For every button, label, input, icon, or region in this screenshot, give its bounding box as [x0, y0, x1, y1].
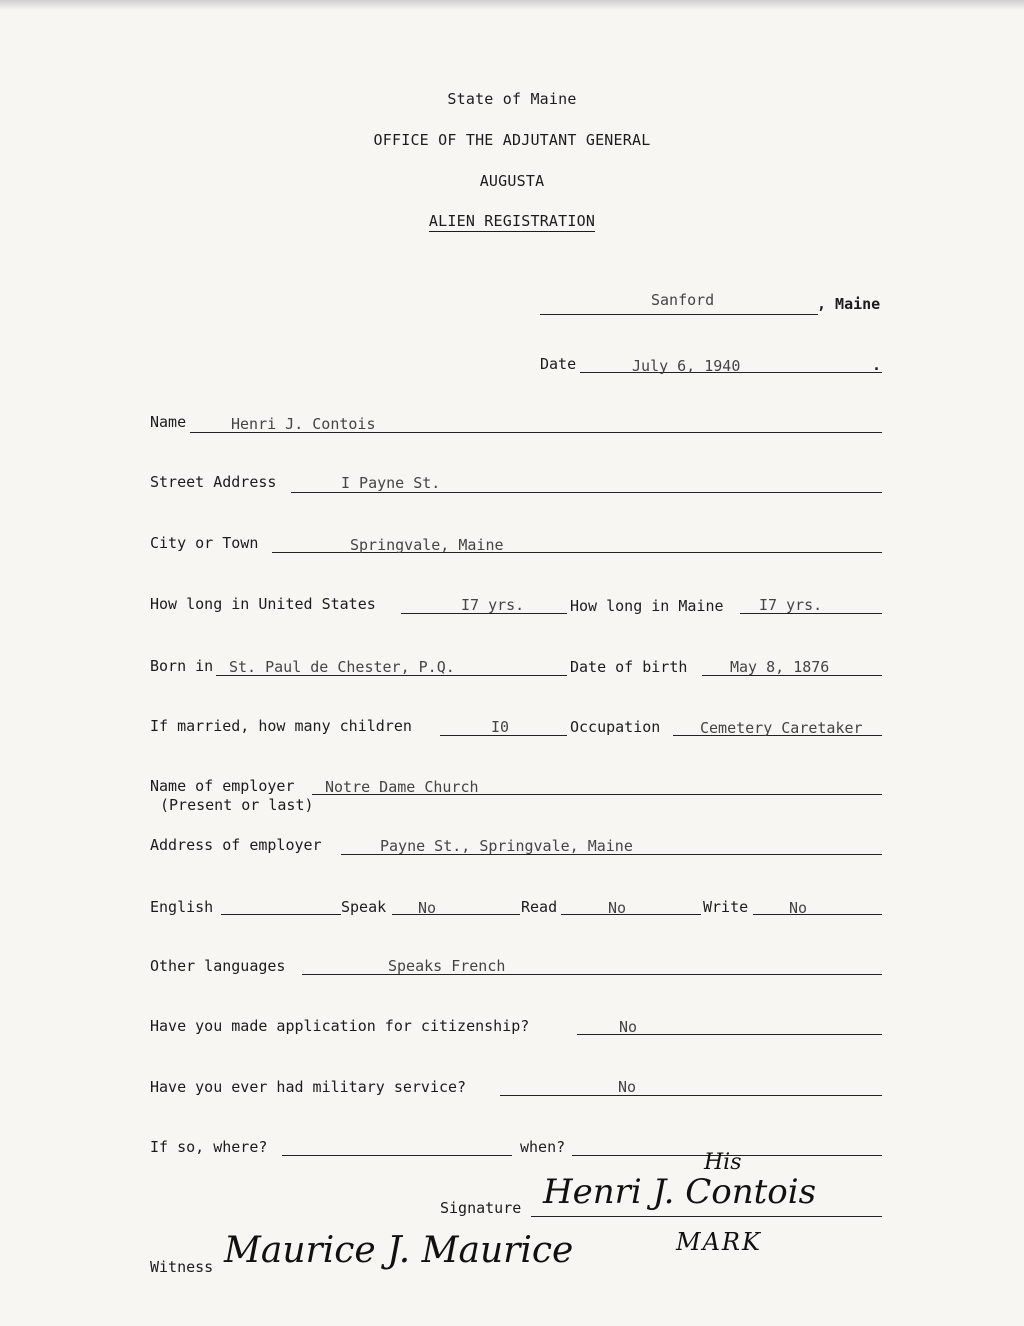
- employer-sublabel: (Present or last): [160, 796, 314, 814]
- military-line: [500, 1095, 882, 1096]
- employer-address-label: Address of employer: [150, 836, 322, 854]
- children-value: I0: [491, 718, 510, 736]
- born-in-label: Born in: [150, 657, 214, 675]
- form-title: ALIEN REGISTRATION: [428, 212, 596, 230]
- employer-value: Notre Dame Church: [325, 778, 479, 796]
- english-label: English: [150, 898, 214, 916]
- employer-address-value: Payne St., Springvale, Maine: [380, 837, 633, 855]
- street-value: I Payne St.: [341, 474, 441, 492]
- office-heading: OFFICE OF THE ADJUTANT GENERAL: [373, 131, 651, 149]
- location-line: [540, 314, 818, 315]
- maine-time-value: I7 yrs.: [759, 596, 823, 614]
- maine-time-label: How long in Maine: [570, 597, 724, 615]
- signature-his: His: [704, 1150, 742, 1175]
- city-heading: AUGUSTA: [479, 172, 545, 190]
- signature-label: Signature: [440, 1199, 522, 1217]
- state-heading: State of Maine: [447, 90, 577, 108]
- speak-line: [392, 914, 520, 915]
- read-value: No: [608, 899, 627, 917]
- street-line: [291, 492, 882, 493]
- scan-edge: [0, 0, 1024, 10]
- military-label: Have you ever had military service?: [150, 1078, 467, 1096]
- dob-value: May 8, 1876: [730, 658, 830, 676]
- date-label: Date: [540, 355, 577, 373]
- employer-label: Name of employer: [150, 777, 295, 795]
- name-value: Henri J. Contois: [231, 415, 376, 433]
- write-line: [753, 914, 882, 915]
- date-value: July 6, 1940: [632, 357, 741, 375]
- read-line: [561, 914, 701, 915]
- us-time-label: How long in United States: [150, 595, 376, 613]
- write-value: No: [789, 899, 808, 917]
- city-value: Springvale, Maine: [350, 536, 504, 554]
- signature-handwriting: Henri J. Contois: [543, 1172, 817, 1212]
- street-label: Street Address: [150, 473, 277, 491]
- location-value: Sanford: [651, 291, 715, 309]
- where-line: [282, 1155, 512, 1156]
- speak-label: Speak: [341, 898, 387, 916]
- dob-label: Date of birth: [570, 658, 688, 676]
- city-label: City or Town: [150, 534, 259, 552]
- english-line: [221, 914, 341, 915]
- occupation-value: Cemetery Caretaker: [700, 719, 863, 737]
- date-period: .: [872, 356, 882, 374]
- write-label: Write: [703, 898, 749, 916]
- location-suffix: , Maine: [817, 295, 881, 313]
- signature-mark: MARK: [676, 1228, 762, 1256]
- speak-value: No: [418, 899, 437, 917]
- signature-line: [531, 1216, 882, 1217]
- born-in-value: St. Paul de Chester, P.Q.: [229, 658, 455, 676]
- citizenship-label: Have you made application for citizenship?: [150, 1017, 530, 1035]
- children-label: If married, how many children: [150, 717, 412, 735]
- occupation-label: Occupation: [570, 718, 661, 736]
- us-time-value: I7 yrs.: [461, 596, 525, 614]
- witness-label: Witness: [150, 1258, 214, 1276]
- other-languages-value: Speaks French: [388, 957, 506, 975]
- other-languages-label: Other languages: [150, 957, 286, 975]
- where-label: If so, where?: [150, 1138, 268, 1156]
- name-label: Name: [150, 413, 187, 431]
- when-label: when?: [520, 1138, 566, 1156]
- witness-signature: Maurice J. Maurice: [224, 1230, 574, 1271]
- citizenship-value: No: [619, 1018, 638, 1036]
- read-label: Read: [521, 898, 558, 916]
- military-value: No: [618, 1078, 637, 1096]
